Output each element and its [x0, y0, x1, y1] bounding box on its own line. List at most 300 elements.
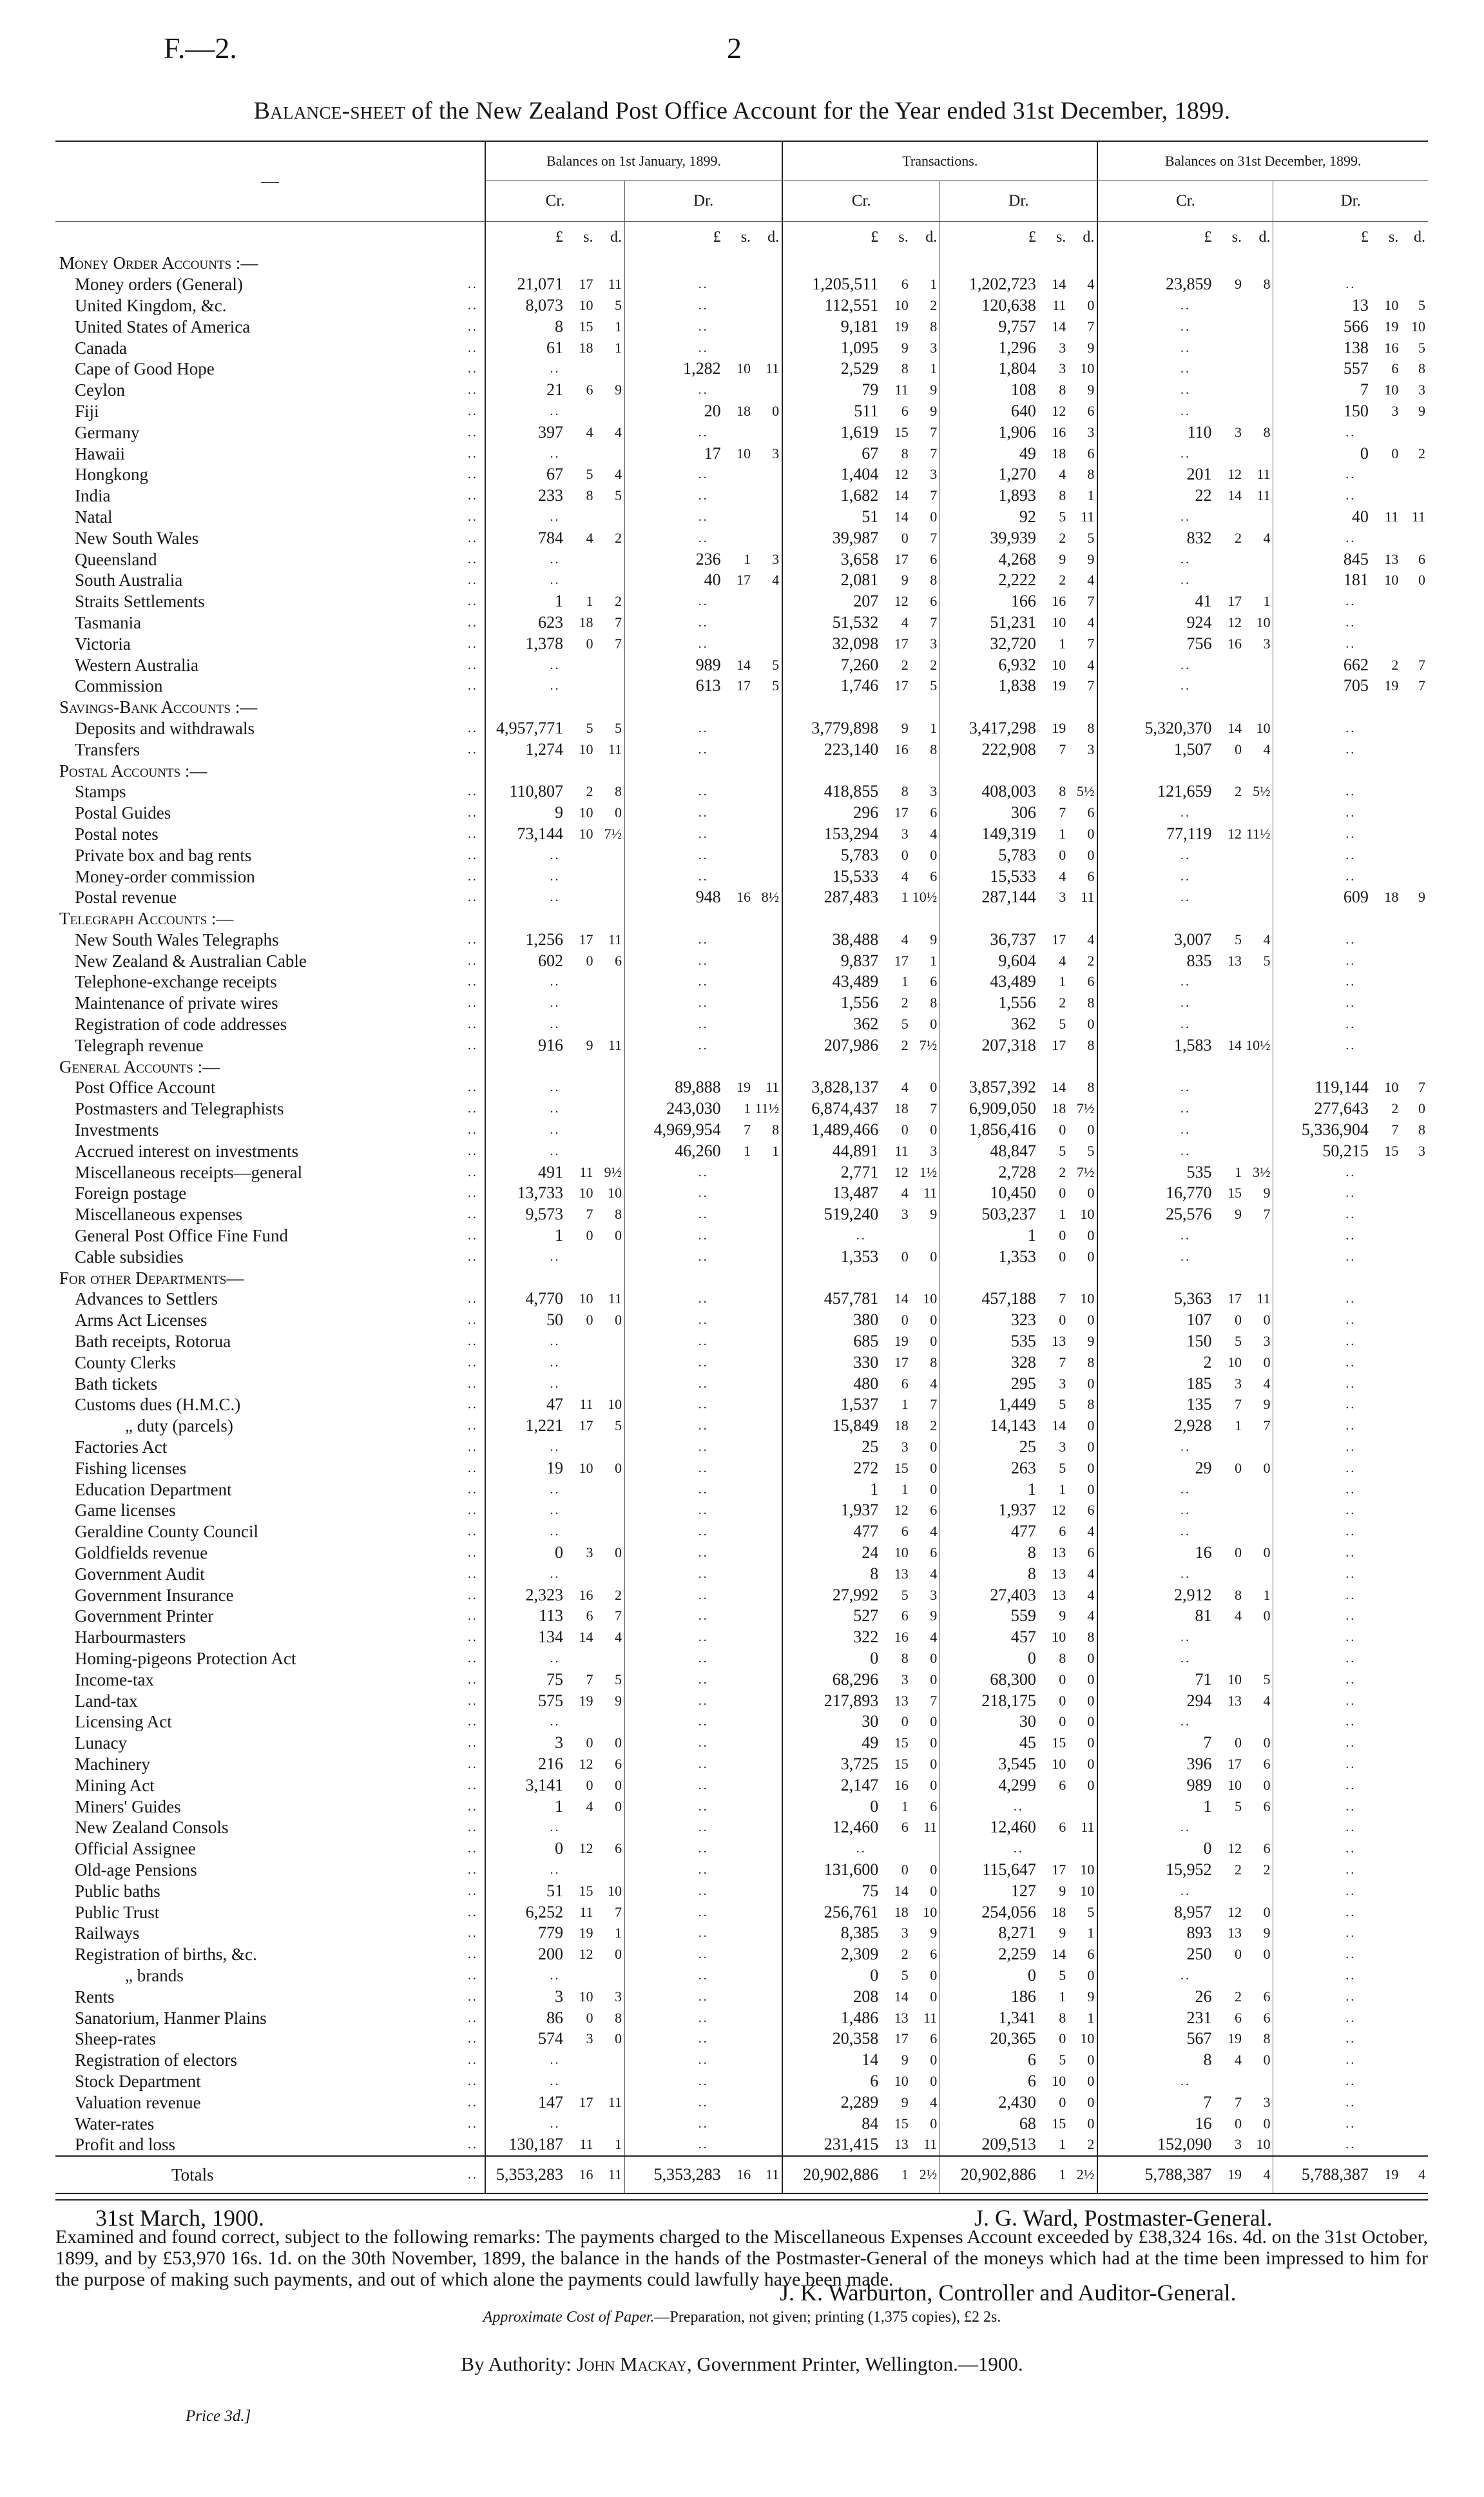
opening-cr-pounds: 1 — [485, 591, 565, 612]
transactions-cr-shillings: 12 — [894, 593, 909, 610]
table-row — [55, 485, 1428, 507]
empty-marker: .. — [624, 1352, 782, 1373]
closing-cr-pence: 4 — [1244, 2156, 1273, 2193]
empty-marker: .. — [485, 887, 625, 908]
transactions-cr-shillings: 4 — [901, 868, 909, 884]
transactions-cr-pence: 0 — [930, 1312, 938, 1328]
transactions-dr-shillings: 8 — [1059, 2009, 1066, 2026]
empty-marker: .. — [624, 527, 782, 549]
transactions-cr-shillings: 12 — [894, 1502, 909, 1519]
transactions-dr-pounds: 6 — [940, 2071, 1038, 2092]
leader-dots: .. — [467, 1883, 478, 1898]
closing-dr-shillings: 13 — [1384, 550, 1399, 567]
transactions-cr-pounds: 457,781 — [782, 1288, 880, 1310]
transactions-cr-pence: 7 — [930, 529, 938, 546]
transactions-cr-shillings: 2 — [901, 1036, 909, 1053]
closing-cr-pounds: 107 — [1097, 1310, 1213, 1331]
empty-marker: .. — [1273, 1563, 1428, 1584]
transactions-dr-pounds: 4,268 — [940, 549, 1038, 570]
currency-unit-header: d. — [610, 229, 622, 246]
opening-cr-pence: 2 — [614, 593, 622, 610]
transactions-dr-pence: 7 — [1087, 635, 1095, 652]
table-row — [55, 464, 1428, 485]
transactions-cr-pounds: 84 — [782, 2113, 880, 2134]
opening-dr-pence: 3 — [772, 445, 780, 462]
empty-marker: .. — [624, 1563, 782, 1584]
empty-marker: .. — [624, 1965, 782, 1987]
transactions-dr-shillings: 10 — [1052, 656, 1066, 673]
empty-marker: .. — [940, 1796, 1098, 1817]
transactions-dr-pounds: 25 — [940, 1437, 1038, 1458]
transactions-dr-pence: 9 — [1087, 1988, 1095, 2005]
leader-dots: .. — [467, 1630, 478, 1645]
transactions-dr-pence: 4 — [1087, 656, 1095, 673]
transactions-cr-pounds: 14 — [782, 2050, 880, 2071]
opening-cr-shillings: 17 — [579, 2094, 593, 2110]
opening-dr-pounds: 20 — [624, 401, 722, 422]
leader-dots: .. — [467, 1038, 478, 1053]
opening-cr-shillings: 5 — [586, 719, 593, 736]
account-name: New South Wales Telegraphs — [75, 929, 279, 949]
empty-marker: .. — [624, 1225, 782, 1247]
transactions-cr-pounds: 207,986 — [782, 1035, 880, 1056]
empty-marker: .. — [1097, 2071, 1273, 2092]
transactions-cr-pounds: 15,533 — [782, 866, 880, 887]
empty-marker: .. — [1273, 1479, 1428, 1500]
closing-cr-shillings: 0 — [1234, 1544, 1242, 1560]
transactions-cr-pence: 6 — [930, 550, 938, 567]
opening-cr-pence: 5 — [614, 719, 622, 736]
transactions-cr-shillings: 1 — [901, 889, 909, 906]
transactions-cr-shillings: 6 — [901, 1375, 909, 1392]
account-name: Bath tickets — [75, 1374, 158, 1394]
opening-cr-pence: 0 — [614, 804, 622, 821]
transactions-cr-shillings: 5 — [901, 1967, 909, 1983]
transactions-dr-pence: 8 — [1087, 1396, 1095, 1413]
table-row — [55, 1331, 1428, 1352]
transactions-dr-shillings: 5 — [1059, 1142, 1066, 1159]
opening-cr-shillings: 10 — [579, 1185, 593, 1201]
transactions-cr-shillings: 18 — [894, 1903, 909, 1920]
blank-cell — [485, 253, 625, 274]
empty-marker: .. — [624, 718, 782, 739]
transactions-cr-shillings: 17 — [894, 550, 909, 567]
empty-marker: .. — [1273, 1457, 1428, 1479]
table-row — [55, 443, 1428, 464]
transactions-cr-pounds: 477 — [782, 1521, 880, 1542]
transactions-cr-shillings: 16 — [894, 1776, 909, 1793]
transactions-cr-shillings: 0 — [901, 1248, 909, 1265]
transactions-dr-shillings: 12 — [1052, 1502, 1066, 1519]
table-row — [55, 1288, 1428, 1310]
empty-marker: .. — [624, 1183, 782, 1204]
opening-cr-pounds: 4,770 — [485, 1288, 565, 1310]
transactions-cr-pence: 11 — [923, 2009, 938, 2026]
empty-marker: .. — [782, 1838, 940, 1860]
table-body — [55, 141, 1428, 2193]
subheader-dr-transactions: Dr. — [940, 181, 1098, 222]
blank-cell — [940, 253, 1098, 274]
transactions-cr-shillings: 8 — [901, 1649, 909, 1666]
opening-cr-pounds: 51 — [485, 1880, 565, 1901]
transactions-dr-pence: 7½ — [1076, 1163, 1095, 1180]
transactions-dr-shillings: 0 — [1059, 1671, 1066, 1687]
closing-cr-pounds: 250 — [1097, 1944, 1213, 1965]
closing-cr-pounds: 0 — [1097, 1838, 1213, 1860]
transactions-cr-pounds: 51,532 — [782, 612, 880, 634]
closing-cr-pounds: 989 — [1097, 1774, 1213, 1796]
transactions-cr-pounds: 1,556 — [782, 993, 880, 1014]
transactions-cr-pounds: 330 — [782, 1352, 880, 1373]
empty-marker: .. — [1273, 2134, 1428, 2156]
empty-marker: .. — [1097, 1648, 1273, 1669]
leader-dots: .. — [467, 1715, 478, 1729]
transactions-cr-pence: 1 — [930, 360, 938, 377]
transactions-cr-pounds: 3,725 — [782, 1754, 880, 1775]
closing-cr-shillings: 7 — [1234, 1396, 1242, 1413]
empty-marker: .. — [485, 1246, 625, 1267]
empty-marker: .. — [1097, 1965, 1273, 1987]
leader-dots: .. — [467, 1778, 478, 1793]
transactions-dr-pounds: 1,202,723 — [940, 274, 1038, 295]
closing-cr-pounds: 832 — [1097, 527, 1213, 549]
transactions-dr-pence: 0 — [1087, 296, 1095, 313]
transactions-cr-pence: 0 — [930, 1649, 938, 1666]
account-name: Queensland — [75, 549, 157, 569]
opening-cr-shillings: 17 — [579, 931, 593, 947]
opening-cr-shillings: 1 — [586, 593, 593, 610]
transactions-cr-pounds: 8 — [782, 1563, 880, 1584]
transactions-cr-pounds: 2,081 — [782, 570, 880, 591]
table-row — [55, 1986, 1428, 2007]
table-row — [55, 971, 1428, 993]
closing-dr-shillings: 15 — [1384, 1142, 1399, 1159]
table-row — [55, 1606, 1428, 1627]
currency-unit-header: s. — [1389, 229, 1399, 246]
opening-cr-pounds: 602 — [485, 950, 565, 971]
closing-cr-pence: 0 — [1263, 2052, 1271, 2068]
empty-marker: .. — [624, 929, 782, 951]
transactions-dr-shillings: 19 — [1052, 719, 1066, 736]
opening-dr-shillings: 10 — [737, 445, 751, 462]
transactions-dr-pence: 9 — [1087, 339, 1095, 356]
transactions-dr-shillings: 15 — [1052, 2115, 1066, 2132]
transactions-cr-pounds: 9,837 — [782, 950, 880, 971]
transactions-cr-pounds: 39,987 — [782, 527, 880, 549]
empty-marker: .. — [1097, 337, 1273, 358]
closing-dr-pence: 7 — [1418, 677, 1425, 694]
opening-cr-pence: 9½ — [604, 1163, 622, 1180]
closing-cr-shillings: 12 — [1227, 466, 1242, 483]
transactions-dr-pence: 6 — [1087, 804, 1095, 821]
transactions-dr-pounds: 1,906 — [940, 422, 1038, 443]
empty-marker: .. — [1097, 1437, 1273, 1458]
account-name: Geraldine County Council — [75, 1522, 258, 1542]
transactions-cr-pence: 4 — [930, 1565, 938, 1582]
transactions-cr-pounds: 51 — [782, 507, 880, 528]
currency-unit-header: d. — [1414, 229, 1425, 246]
opening-cr-pence: 11 — [608, 741, 622, 757]
closing-cr-pence: 3 — [1263, 2094, 1271, 2110]
closing-cr-pence: 3½ — [1252, 1163, 1271, 1180]
opening-cr-pence: 5 — [614, 487, 622, 504]
empty-marker: .. — [1097, 295, 1273, 316]
transactions-dr-pounds: 51,231 — [940, 612, 1038, 634]
transactions-cr-pence: 0 — [930, 508, 938, 525]
transactions-dr-pence: 2½ — [1068, 2156, 1097, 2193]
leader-dots: .. — [467, 1736, 478, 1751]
empty-marker: .. — [1097, 316, 1273, 337]
opening-dr-pounds: 1,282 — [624, 358, 722, 380]
transactions-dr-pounds: 1,270 — [940, 464, 1038, 485]
account-name: Licensing Act — [75, 1712, 172, 1732]
closing-cr-shillings: 10 — [1227, 1776, 1242, 1793]
empty-marker: .. — [624, 1457, 782, 1479]
opening-cr-pounds: 397 — [485, 422, 565, 443]
account-name: Mining Act — [75, 1775, 155, 1795]
account-name: General Post Office Fine Fund — [75, 1226, 288, 1246]
empty-marker: .. — [485, 2071, 625, 2092]
closing-cr-pounds: 121,659 — [1097, 781, 1213, 802]
transactions-cr-pounds: 527 — [782, 1606, 880, 1627]
closing-cr-shillings: 14 — [1227, 719, 1242, 736]
transactions-dr-shillings: 0 — [1059, 1248, 1066, 1265]
opening-dr-pounds: 5,353,283 — [624, 2156, 722, 2193]
empty-marker: .. — [624, 1690, 782, 1711]
transactions-cr-pence: 0 — [930, 1776, 938, 1793]
opening-dr-pence: 5 — [772, 656, 780, 673]
leader-dots: .. — [467, 1207, 478, 1222]
transactions-dr-shillings: 4 — [1059, 952, 1066, 969]
empty-marker: .. — [624, 1944, 782, 1965]
transactions-cr-shillings: 3 — [901, 1439, 909, 1455]
transactions-cr-pounds: 0 — [782, 1965, 880, 1987]
empty-marker: .. — [1273, 1246, 1428, 1267]
leader-dots: .. — [467, 1989, 478, 2004]
leader-dots: .. — [467, 848, 478, 862]
opening-dr-pounds: 243,030 — [624, 1098, 722, 1120]
opening-cr-pence: 11 — [608, 1290, 622, 1307]
blank-cell — [1097, 697, 1273, 718]
transactions-dr-shillings: 10 — [1052, 2072, 1066, 2089]
empty-marker: .. — [1273, 781, 1428, 802]
closing-cr-shillings: 10 — [1227, 1671, 1242, 1687]
account-name: Sheep-rates — [75, 2029, 156, 2049]
transactions-cr-shillings: 9 — [901, 572, 909, 588]
empty-marker: .. — [1273, 1225, 1428, 1247]
transactions-dr-pence: 1 — [1087, 2009, 1095, 2026]
empty-marker: .. — [485, 1331, 625, 1352]
transactions-cr-pence: 3 — [930, 635, 938, 652]
closing-dr-shillings: 10 — [1384, 296, 1399, 313]
transactions-cr-pence: 3 — [930, 1586, 938, 1603]
empty-marker: .. — [624, 1521, 782, 1542]
empty-marker: .. — [1273, 1944, 1428, 1965]
table-row — [55, 1860, 1428, 1881]
transactions-dr-pounds: 207,318 — [940, 1035, 1038, 1056]
transactions-cr-shillings: 1 — [901, 973, 909, 990]
leader-dots: .. — [467, 1017, 478, 1032]
transactions-dr-pence: 5 — [1087, 529, 1095, 546]
leader-dots: .. — [467, 953, 478, 968]
closing-cr-pounds: 1 — [1097, 1796, 1213, 1817]
opening-cr-pounds: 1,256 — [485, 929, 565, 951]
opening-cr-pence: 1 — [614, 1925, 622, 1941]
account-name: Public Trust — [75, 1902, 160, 1922]
transactions-cr-pounds: 1,404 — [782, 464, 880, 485]
leader-dots: .. — [467, 1143, 478, 1158]
empty-marker: .. — [624, 844, 782, 866]
empty-marker: .. — [624, 485, 782, 507]
blank-cell — [1273, 908, 1428, 929]
empty-marker: .. — [1273, 1711, 1428, 1733]
closing-dr-pounds: 0 — [1273, 443, 1371, 464]
leader-dots: .. — [467, 2032, 478, 2046]
transactions-dr-pence: 10 — [1080, 1882, 1095, 1899]
transactions-cr-pence: 7 — [930, 487, 938, 504]
transactions-dr-shillings: 1 — [1059, 2136, 1066, 2153]
opening-cr-shillings: 12 — [579, 1840, 593, 1857]
closing-dr-shillings: 7 — [1391, 1122, 1399, 1138]
empty-marker: .. — [485, 1711, 625, 1733]
leader-dots: .. — [467, 1566, 478, 1581]
closing-cr-pence: 7 — [1263, 1206, 1271, 1223]
blank-cell — [624, 1056, 782, 1077]
empty-marker: .. — [624, 1860, 782, 1881]
empty-marker: .. — [1273, 1627, 1428, 1648]
account-name: Rents — [75, 1987, 115, 2006]
empty-marker: .. — [624, 2050, 782, 2071]
empty-marker: .. — [485, 844, 625, 866]
transactions-cr-pence: 2½ — [911, 2156, 940, 2193]
leader-dots: .. — [467, 1102, 478, 1116]
transactions-cr-pounds: 1,353 — [782, 1246, 880, 1267]
opening-cr-shillings: 12 — [579, 1946, 593, 1963]
opening-cr-shillings: 11 — [579, 1163, 593, 1180]
opening-cr-shillings: 6 — [586, 382, 593, 398]
blank-cell — [1273, 760, 1428, 781]
leader-dots: .. — [467, 319, 478, 334]
opening-cr-pounds: 21 — [485, 380, 565, 401]
opening-cr-pounds: 5,353,283 — [485, 2156, 565, 2193]
transactions-cr-pence: 4 — [930, 2094, 938, 2110]
opening-cr-pence: 7 — [614, 635, 622, 652]
currency-unit-header: s. — [1055, 229, 1066, 246]
opening-cr-pounds: 4,957,771 — [485, 718, 565, 739]
transactions-dr-shillings: 5 — [1059, 1967, 1066, 1983]
transactions-cr-pence: 1½ — [919, 1163, 938, 1180]
opening-cr-pence: 0 — [614, 1312, 622, 1328]
opening-cr-shillings: 0 — [586, 635, 593, 652]
transactions-cr-shillings: 11 — [894, 382, 909, 398]
empty-marker: .. — [1097, 1098, 1273, 1120]
transactions-dr-pounds: 1 — [940, 1225, 1038, 1247]
transactions-dr-shillings: 0 — [1059, 1122, 1066, 1138]
blank-cell — [1097, 1267, 1273, 1288]
table-row — [55, 1246, 1428, 1267]
transactions-dr-pence: 0 — [1087, 2115, 1095, 2132]
empty-marker: .. — [1273, 1880, 1428, 1901]
opening-cr-pence: 1 — [614, 2136, 622, 2153]
opening-cr-pence: 4 — [614, 1629, 622, 1646]
closing-cr-shillings: 1 — [1234, 1417, 1242, 1434]
account-name: Government Audit — [75, 1564, 205, 1584]
opening-cr-shillings: 0 — [586, 1227, 593, 1244]
opening-cr-pence: 2 — [614, 529, 622, 546]
leader-dots: .. — [467, 1397, 478, 1412]
transactions-dr-pence: 10 — [1080, 360, 1095, 377]
account-name: New South Wales — [75, 528, 199, 548]
closing-dr-pounds: 150 — [1273, 401, 1371, 422]
empty-marker: .. — [485, 1437, 625, 1458]
transactions-cr-shillings: 19 — [894, 1333, 909, 1350]
transactions-dr-shillings: 8 — [1059, 382, 1066, 398]
leader-dots: .. — [467, 869, 478, 884]
transactions-cr-pounds: 1 — [782, 1479, 880, 1500]
transactions-dr-pounds: 640 — [940, 401, 1038, 422]
empty-marker: .. — [1097, 866, 1273, 887]
opening-dr-pounds: 948 — [624, 887, 722, 908]
opening-dr-pounds: 46,260 — [624, 1140, 722, 1161]
account-name: Machinery — [75, 1754, 150, 1774]
table-row — [55, 1479, 1428, 1500]
empty-marker: .. — [1273, 1310, 1428, 1331]
empty-marker: .. — [1273, 633, 1428, 654]
closing-dr-shillings: 19 — [1384, 677, 1399, 694]
closing-cr-shillings: 17 — [1227, 1290, 1242, 1307]
table-row — [55, 1098, 1428, 1120]
empty-marker: .. — [624, 1711, 782, 1733]
transactions-cr-pounds: 2,309 — [782, 1944, 880, 1965]
blank-cell — [485, 697, 625, 718]
title-prefix: Balance-sheet — [253, 97, 405, 124]
transactions-dr-pounds: 457 — [940, 1627, 1038, 1648]
transactions-dr-pence: 10 — [1080, 1861, 1095, 1878]
transactions-cr-pounds: 1,937 — [782, 1500, 880, 1521]
closing-dr-pounds: 7 — [1273, 380, 1371, 401]
opening-cr-pounds: 147 — [485, 2092, 565, 2113]
transactions-cr-shillings: 13 — [894, 2136, 909, 2153]
transactions-dr-shillings: 7 — [1059, 741, 1066, 757]
opening-dr-pounds: 236 — [624, 549, 722, 570]
closing-cr-shillings: 9 — [1234, 276, 1242, 293]
closing-dr-shillings: 16 — [1384, 339, 1399, 356]
opening-dr-pounds: 4,969,954 — [624, 1120, 722, 1141]
transactions-cr-shillings: 17 — [894, 952, 909, 969]
closing-cr-pence: 4 — [1263, 1375, 1271, 1392]
table-row — [55, 1521, 1428, 1542]
table-row — [55, 1563, 1428, 1584]
transactions-cr-pounds: 112,551 — [782, 295, 880, 316]
leader-dots: .. — [467, 679, 478, 694]
transactions-dr-pence: 4 — [1087, 1565, 1095, 1582]
empty-marker: .. — [624, 1035, 782, 1056]
table-row — [55, 1669, 1428, 1690]
closing-cr-pence: 6 — [1263, 1755, 1271, 1772]
opening-cr-shillings: 4 — [586, 423, 593, 440]
account-name: Investments — [75, 1120, 159, 1140]
closing-dr-pence: 7 — [1418, 656, 1425, 673]
empty-marker: .. — [485, 2113, 625, 2134]
transactions-dr-pence: 4 — [1087, 572, 1095, 588]
empty-marker: .. — [1273, 1521, 1428, 1542]
transactions-cr-pence: 8 — [930, 1354, 938, 1370]
transactions-cr-shillings: 15 — [894, 2115, 909, 2132]
opening-cr-pounds: 8 — [485, 316, 565, 337]
account-name: Transfers — [75, 739, 140, 759]
transactions-dr-pounds: 2,259 — [940, 1944, 1038, 1965]
empty-marker: .. — [624, 1733, 782, 1754]
